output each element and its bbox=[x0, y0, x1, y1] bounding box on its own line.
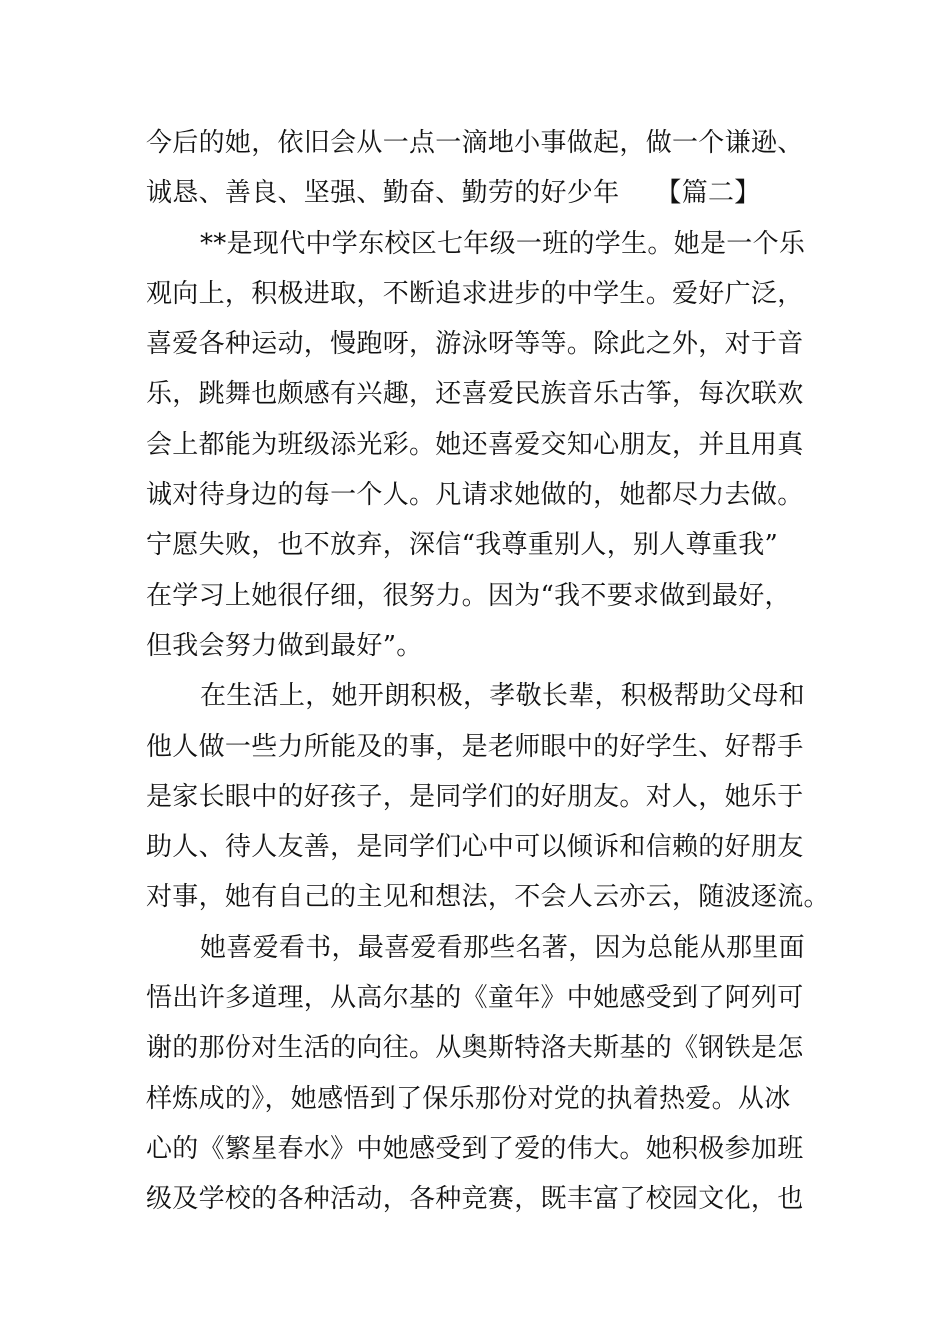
text-line bbox=[146, 571, 818, 621]
text-line bbox=[146, 1124, 818, 1174]
line-text: 级及学校的各种活动，各种竞赛，既丰富了校园文化，也 bbox=[146, 1184, 804, 1215]
line-text: 宁愿失败，也不放弃，深信“我尊重别人，别人尊重我” bbox=[146, 530, 779, 561]
paragraph-first-line bbox=[146, 671, 818, 721]
line-text: 他人做一些力所能及的事，是老师眼中的好学生、好帮手 bbox=[146, 731, 804, 762]
document-body bbox=[146, 118, 830, 1225]
text-line bbox=[146, 520, 818, 570]
section-heading: 【篇二】 bbox=[655, 178, 761, 209]
line-text: 观向上，积极进取，不断追求进步的中学生。爱好广泛， bbox=[146, 278, 804, 309]
text-line bbox=[146, 822, 818, 872]
text-line bbox=[146, 973, 818, 1023]
text-line bbox=[146, 621, 818, 671]
line-text: **是现代中学东校区七年级一班的学生。她是一个乐 bbox=[200, 228, 806, 259]
line-text: 心的《繁星春水》中她感受到了爱的伟大。她积极参加班 bbox=[146, 1133, 804, 1164]
line-text: 喜爱各种运动，慢跑呀，游泳呀等等。除此之外，对于音 bbox=[146, 329, 804, 360]
text-line bbox=[146, 420, 818, 470]
line-text: 会上都能为班级添光彩。她还喜爱交知心朋友，并且用真 bbox=[146, 429, 804, 460]
paragraph-first-line bbox=[146, 923, 818, 973]
text-line bbox=[146, 168, 818, 218]
text-line bbox=[146, 369, 818, 419]
text-line bbox=[146, 1074, 818, 1124]
line-text: 是家长眼中的好孩子，是同学们的好朋友。对人，她乐于 bbox=[146, 781, 804, 812]
line-text: 她喜爱看书，最喜爱看那些名著，因为总能从那里面 bbox=[200, 932, 805, 963]
line-text: 对事，她有自己的主见和想法，不会人云亦云，随波逐流。 bbox=[146, 882, 830, 913]
text-line bbox=[146, 118, 818, 168]
text-line bbox=[146, 1174, 818, 1224]
line-text: 诚恳、善良、坚强、勤奋、勤劳的好少年 bbox=[146, 178, 620, 209]
text-line bbox=[146, 722, 818, 772]
text-line bbox=[146, 269, 818, 319]
text-line bbox=[146, 772, 818, 822]
line-text: 在学习上她很仔细，很努力。因为“我不要求做到最好， bbox=[146, 580, 791, 611]
line-text: 但我会努力做到最好”。 bbox=[146, 630, 423, 661]
line-text: 谢的那份对生活的向往。从奥斯特洛夫斯基的《钢铁是怎 bbox=[146, 1033, 804, 1064]
line-text: 样炼成的》，她感悟到了保乐那份对党的执着热爱。从冰 bbox=[146, 1083, 791, 1114]
line-text: 悟出许多道理，从高尔基的《童年》中她感受到了阿列可 bbox=[146, 983, 804, 1014]
paragraph-first-line bbox=[146, 219, 818, 269]
line-text: 今后的她，依旧会从一点一滴地小事做起，做一个谦逊、 bbox=[146, 128, 804, 158]
line-text: 诚对待身边的每一个人。凡请求她做的，她都尽力去做。 bbox=[146, 480, 804, 511]
text-line bbox=[146, 872, 830, 922]
line-text: 在生活上，她开朗积极，孝敬长辈，积极帮助父母和 bbox=[200, 681, 805, 712]
line-text: 助人、待人友善，是同学们心中可以倾诉和信赖的好朋友 bbox=[146, 832, 804, 863]
line-text: 乐，跳舞也颇感有兴趣，还喜爱民族音乐古筝，每次联欢 bbox=[146, 379, 804, 410]
text-line bbox=[146, 319, 818, 369]
text-line bbox=[146, 470, 818, 520]
text-line bbox=[146, 1023, 818, 1073]
